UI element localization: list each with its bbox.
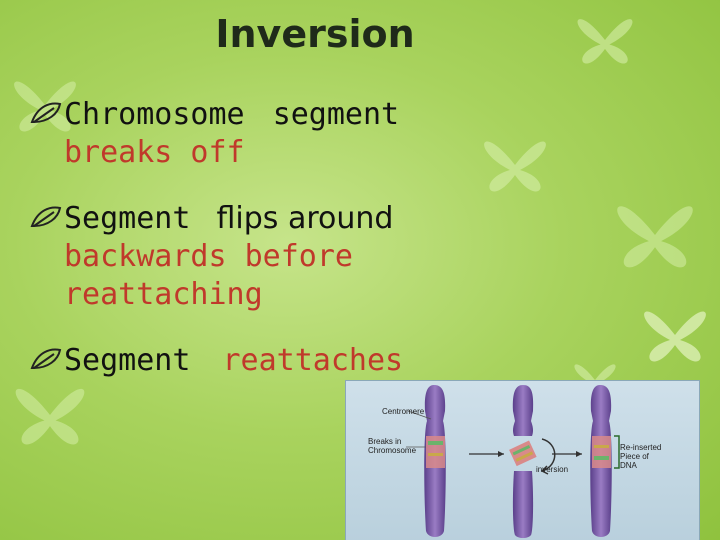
chromosome-original [424,385,446,537]
bullet-2-first: Segment [64,201,191,236]
label-breaks-line2: Chromosome [368,446,417,455]
butterfly-icon [470,120,560,210]
bullet-2-second: flips around [216,201,394,236]
chromosome-broken [509,385,555,538]
bullet-1-first: Chromosome [64,97,245,132]
label-reinserted-line3: DNA [620,461,637,470]
label-reinserted-line1: Re-inserted [620,443,662,452]
bullet-2-continuation-2: reattaching [64,277,263,312]
label-breaks-line1: Breaks in [368,437,402,446]
leaf-bullet-icon [28,204,64,230]
label-inversion: inversion [536,465,569,474]
bullet-1-second: segment [272,97,400,132]
bullet-3-second: reattaches [222,343,404,378]
bullet-3-first: Segment [64,343,191,378]
bullet-3 [28,342,403,380]
chromosome-inverted [590,385,619,537]
butterfly-icon [630,290,720,380]
butterfly-icon [600,180,710,290]
inversion-diagram [345,380,700,540]
slide-title: Inversion [215,12,415,56]
bullet-1-continuation: breaks off [64,135,245,170]
label-centromere: Centromere [382,407,425,416]
label-reinserted-line2: Piece of [620,452,649,461]
bullet-2 [28,200,393,314]
bullet-2-continuation-1: backwards before [64,239,353,274]
leaf-bullet-icon [28,100,64,126]
leaf-bullet-icon [28,346,64,372]
bullet-1 [28,96,399,172]
butterfly-icon [560,0,650,80]
